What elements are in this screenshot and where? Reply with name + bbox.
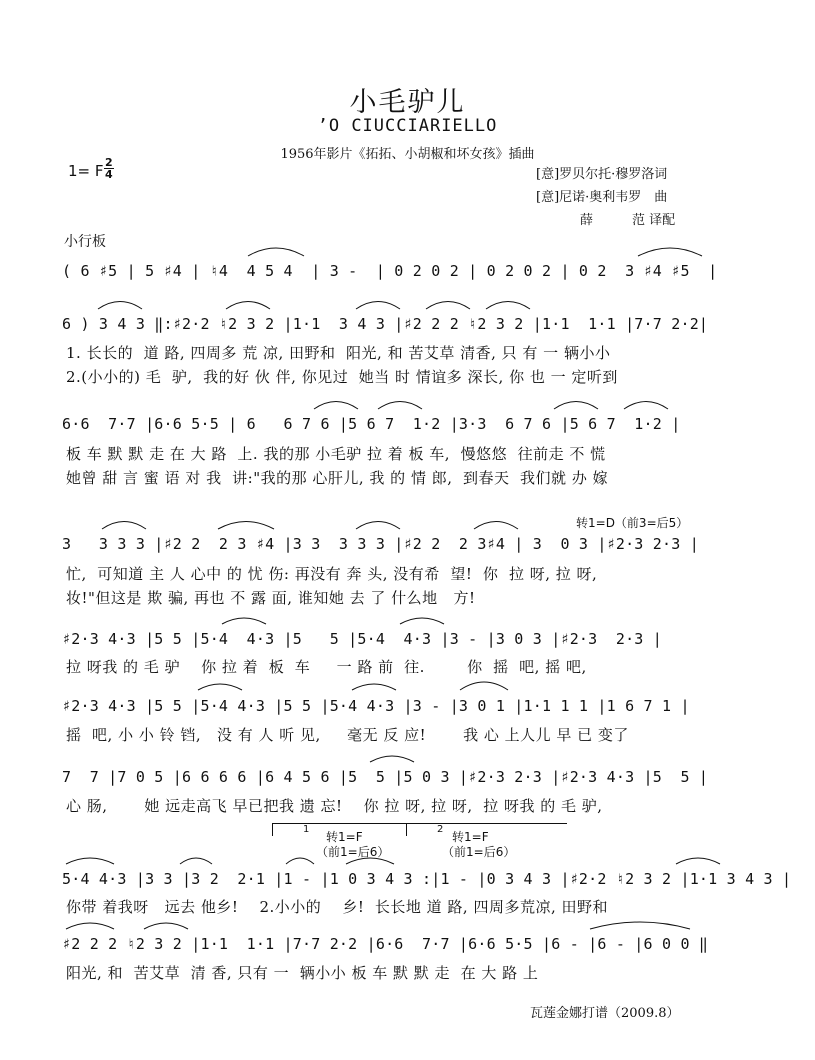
slur-arc (356, 522, 400, 530)
slur-arc (460, 682, 508, 690)
slur-arc (218, 522, 274, 530)
volta-2-modulation: 转1=F (452, 830, 489, 844)
slur-arc (638, 248, 702, 256)
time-signature-bottom: 4 (105, 168, 113, 181)
page-title: 小毛驴儿 (349, 87, 466, 118)
slur-arc (180, 858, 212, 864)
score-row-2-lyric-2: 2.(小小的) 毛 驴, 我的好 伙 伴, 你见过 她当 时 情谊多 深长, 你 也 一 定听到 (66, 368, 618, 386)
slur-arc (98, 302, 142, 310)
modulation-marking: 转1=D（前3=后5） (576, 516, 689, 530)
english-subtitle: ’O CIUCCIARIELLO (317, 116, 498, 136)
score-row-4-lyric-2: 妆!"但这是 欺 骗, 再也 不 露 面, 谁知她 去 了 什么地 方! (66, 589, 476, 607)
score-row-6-notes: ♯2·3 4·3 |5 5 |5·4 4·3 |5 5 |5·4 4·3 |3 - |3 0 1 |1·1 1 1 |1 6 7 1 | (62, 697, 690, 715)
slur-arc (102, 522, 146, 530)
slur-arc (314, 402, 358, 410)
score-row-7-lyric-1: 心 肠, 她 远走高飞 早已把我 遗 忘! 你 拉 呀, 拉 呀, 拉 呀我 的 毛 驴, (66, 797, 603, 815)
volta-1-number: 1 (303, 824, 310, 835)
slur-arc (378, 402, 422, 410)
slur-arc (486, 302, 530, 310)
slur-arc (624, 402, 668, 410)
key-signature: 1= F (68, 162, 104, 180)
translator-credit: 薛 范 译配 (580, 213, 676, 228)
slur-arc (426, 302, 470, 310)
slur-arc (144, 923, 188, 929)
score-row-2-notes: 6 ) 3 4 3 ‖:♯2·2 ♮2 3 2 |1·1 3 4 3 |♯2 2 2 ♮2 3 2 |1·1 1·1 |7·7 2·2| (62, 315, 709, 333)
tempo-marking: 小行板 (64, 234, 106, 250)
volta-1-modulation-note: （前1=后6） (316, 845, 390, 859)
score-row-3-lyric-2: 她曾 甜 言 蜜 语 对 我 讲:"我的那 心肝儿, 我 的 情 郎, 到春天 我们就 办 嫁 (66, 469, 609, 487)
slur-arc (66, 858, 114, 864)
slur-arc (286, 858, 314, 864)
slur-arc (352, 684, 396, 690)
slur-arc (248, 248, 304, 256)
score-row-7-notes: 7 7 |7 0 5 |6 6 6 6 |6 4 5 6 |5 5 |5 0 3 |♯2·3 2·3 |♯2·3 4·3 |5 5 | (62, 768, 709, 786)
slur-arc (346, 858, 394, 864)
volta-1-modulation: 转1=F (326, 830, 363, 844)
score-row-3-notes: 6·6 7·7 |6·6 5·5 | 6 6 7 6 |5 6 7 1·2 |3·3 6 7 6 |5 6 7 1·2 | (62, 415, 681, 433)
slur-arc (400, 618, 444, 624)
slur-arc (474, 522, 518, 530)
slur-arc (356, 302, 400, 310)
slur-arc (222, 618, 266, 624)
chinese-subtitle: 1956年影片《拓拓、小胡椒和坏女孩》插曲 (280, 147, 535, 162)
score-row-9-notes: ♯2 2 2 ♮2 3 2 |1·1 1·1 |7·7 2·2 |6·6 7·7 |6·6 5·5 |6 - |6 - |6 0 0 ‖ (62, 935, 709, 953)
score-row-6-lyric-1: 摇 吧, 小 小 铃 铛, 没 有 人 听 见, 毫无 反 应! 我 心 上人儿 早 已 变了 (66, 726, 629, 744)
score-row-5-notes: ♯2·3 4·3 |5 5 |5·4 4·3 |5 5 |5·4 4·3 |3 - |3 0 3 |♯2·3 2·3 | (62, 630, 662, 648)
composer-credit: [意]尼诺·奥利韦罗 曲 (536, 190, 668, 205)
slur-arc (554, 402, 598, 410)
score-row-1-notes: ( 6 ♯5 | 5 ♯4 | ♮4 4 5 4 | 3 - | 0 2 0 2 | 0 2 0 2 | 0 2 3 ♯4 ♯5 | (62, 262, 718, 280)
score-row-3-lyric-1: 板 车 默 默 走 在 大 路 上. 我的那 小毛驴 拉 着 板 车, 慢悠悠 往前走 不 慌 (66, 445, 606, 463)
score-row-5-lyric-1: 拉 呀我 的 毛 驴 你 拉 着 板 车 一 路 前 往. 你 摇 吧, 摇 吧, (66, 658, 587, 676)
slur-arc (226, 302, 270, 310)
score-row-2-lyric-1: 1. 长长的 道 路, 四周多 荒 凉, 田野和 阳光, 和 苦艾草 清香, 只 有 一 辆小小 (66, 344, 611, 362)
score-row-4-lyric-1: 忙, 可知道 主 人 心中 的 忧 伤: 再没有 奔 头, 没有希 望! 你 拉 呀, 拉 呀, (66, 565, 598, 583)
score-row-8-lyric-1: 你带 着我呀 远去 他乡! 2.小小的 乡! 长长地 道 路, 四周多荒凉, 田野和 (66, 898, 608, 916)
slur-arc (370, 756, 414, 762)
slur-arc (676, 858, 720, 864)
slur-arc (198, 684, 242, 690)
time-signature-top: 2 (105, 156, 113, 169)
transcriber-credit: 瓦莲金娜打谱（2009.8） (530, 1006, 680, 1021)
volta-2-number: 2 (437, 824, 444, 835)
lyricist-credit: [意]罗贝尔托·穆罗洛词 (536, 167, 668, 182)
score-row-4-notes: 3 3 3 3 |♯2 2 2 3 ♯4 |3 3 3 3 3 |♯2 2 2 3♯4 | 3 0 3 |♯2·3 2·3 | (62, 535, 699, 553)
volta-2-modulation-note: （前1=后6） (442, 845, 516, 859)
score-row-9-lyric-1: 阳光, 和 苦艾草 清 香, 只有 一 辆小小 板 车 默 默 走 在 大 路 上 (66, 964, 539, 982)
slur-arc (66, 923, 114, 929)
score-row-8-notes: 5·4 4·3 |3 3 |3 2 2·1 |1 - |1 0 3 4 3 :|1 - |0 3 4 3 |♯2·2 ♮2 3 2 |1·1 3 4 3 | (62, 870, 792, 888)
slur-arc (590, 922, 690, 929)
